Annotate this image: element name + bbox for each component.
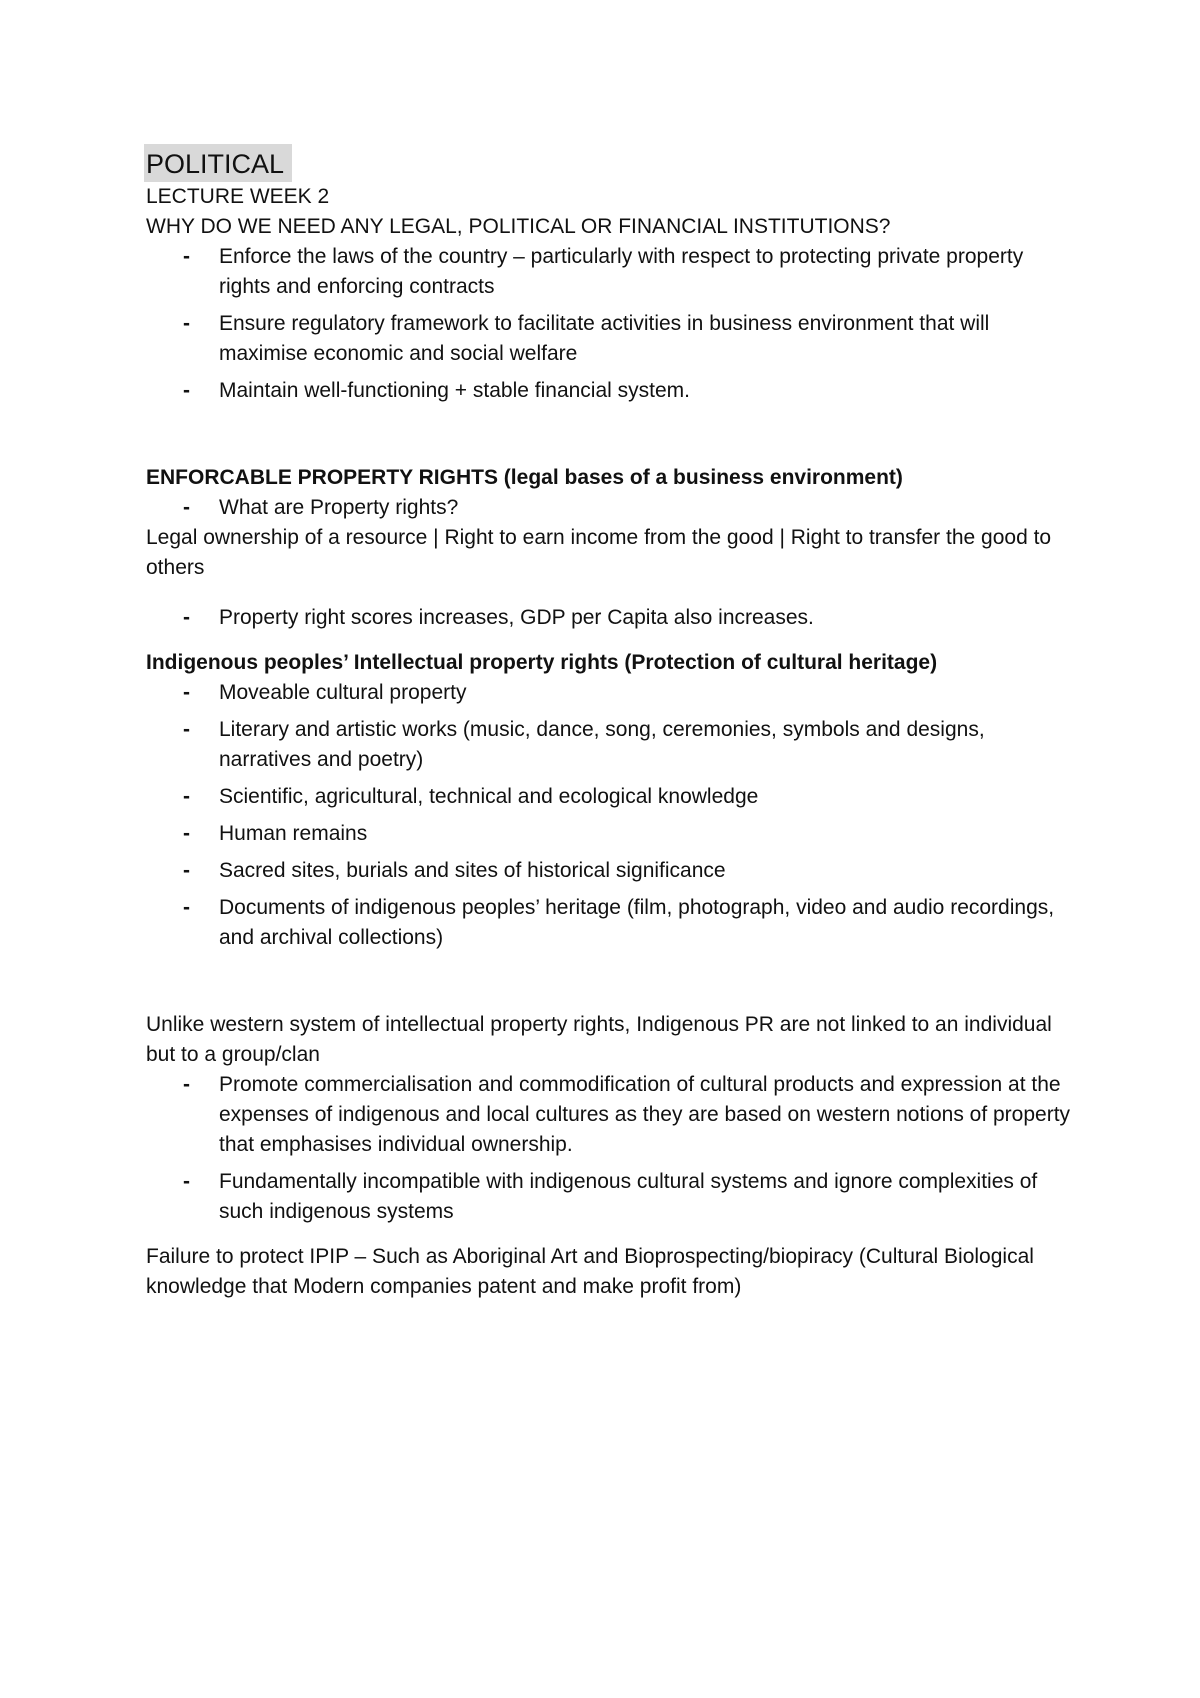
list-item xyxy=(146,782,1076,812)
bullet-dash: - xyxy=(183,718,190,741)
bullet-dash: - xyxy=(183,859,190,882)
list-item-text: Literary and artistic works (music, dance, song, ceremonies, symbols and designs, narratives and poetry) xyxy=(219,718,985,771)
bullet-dash: - xyxy=(183,379,190,402)
bullet-dash: - xyxy=(183,1170,190,1193)
list-item-text: Fundamentally incompatible with indigenous cultural systems and ignore complexities of such indigenous systems xyxy=(219,1170,1038,1223)
bullet-dash: - xyxy=(183,822,190,845)
indigenous-list xyxy=(146,678,1076,953)
bullet-dash: - xyxy=(183,496,190,519)
list-item-text: Scientific, agricultural, technical and ecological knowledge xyxy=(219,785,759,808)
list-item-text: Documents of indigenous peoples’ heritage (film, photograph, video and audio recordings, and archival collections) xyxy=(219,896,1055,949)
property-rights-question-list xyxy=(146,493,1076,523)
list-item xyxy=(146,856,1076,886)
western-list xyxy=(146,1070,1076,1227)
list-item xyxy=(146,309,1076,369)
bullet-dash: - xyxy=(183,896,190,919)
gdp-list xyxy=(146,603,1076,633)
list-item-text: Maintain well-functioning + stable financial system. xyxy=(219,379,690,402)
indigenous-heading: Indigenous peoples’ Intellectual property rights (Protection of cultural heritage) xyxy=(146,651,938,674)
bullet-dash: - xyxy=(183,606,190,629)
list-item xyxy=(146,493,1076,523)
list-item-text: Ensure regulatory framework to facilitate activities in business environment that will maximise economic and social welfare xyxy=(219,312,990,365)
page-title: POLITICAL xyxy=(144,144,292,182)
list-item-text: Enforce the laws of the country – particularly with respect to protecting private property rights and enforcing contracts xyxy=(219,245,1024,298)
list-item xyxy=(146,242,1076,302)
bullet-dash: - xyxy=(183,1073,190,1096)
property-rights-definition: Legal ownership of a resource | Right to earn income from the good | Right to transfer the good to others xyxy=(146,526,1052,579)
list-item-text: What are Property rights? xyxy=(219,496,459,519)
list-item xyxy=(146,819,1076,849)
institutions-list xyxy=(146,242,1076,406)
list-item xyxy=(146,376,1076,406)
document-page xyxy=(146,144,1076,1302)
list-item-text: Human remains xyxy=(219,822,368,845)
bullet-dash: - xyxy=(183,245,190,268)
list-item-text: Property right scores increases, GDP per Capita also increases. xyxy=(219,606,814,629)
western-intro: Unlike western system of intellectual property rights, Indigenous PR are not linked to an individual but to a group/clan xyxy=(146,1013,1052,1066)
list-item xyxy=(146,1070,1076,1160)
list-item xyxy=(146,678,1076,708)
list-item-text: Promote commercialisation and commodification of cultural products and expression at the expenses of indigenous and local cultures as they are based on western notions of property that emphasises individual ownership. xyxy=(219,1073,1071,1156)
list-item xyxy=(146,603,1076,633)
failure-paragraph: Failure to protect IPIP – Such as Aboriginal Art and Bioprospecting/biopiracy (Cultural Biological knowledge that Modern companies patent and make profit from) xyxy=(146,1245,1034,1298)
property-rights-heading: ENFORCABLE PROPERTY RIGHTS (legal bases of a business environment) xyxy=(146,466,903,489)
list-item xyxy=(146,715,1076,775)
list-item-text: Sacred sites, burials and sites of historical significance xyxy=(219,859,726,882)
bullet-dash: - xyxy=(183,681,190,704)
lecture-label: LECTURE WEEK 2 xyxy=(146,185,330,208)
institutions-question: WHY DO WE NEED ANY LEGAL, POLITICAL OR FINANCIAL INSTITUTIONS? xyxy=(146,215,891,238)
list-item xyxy=(146,893,1076,953)
bullet-dash: - xyxy=(183,785,190,808)
bullet-dash: - xyxy=(183,312,190,335)
list-item xyxy=(146,1167,1076,1227)
list-item-text: Moveable cultural property xyxy=(219,681,467,704)
